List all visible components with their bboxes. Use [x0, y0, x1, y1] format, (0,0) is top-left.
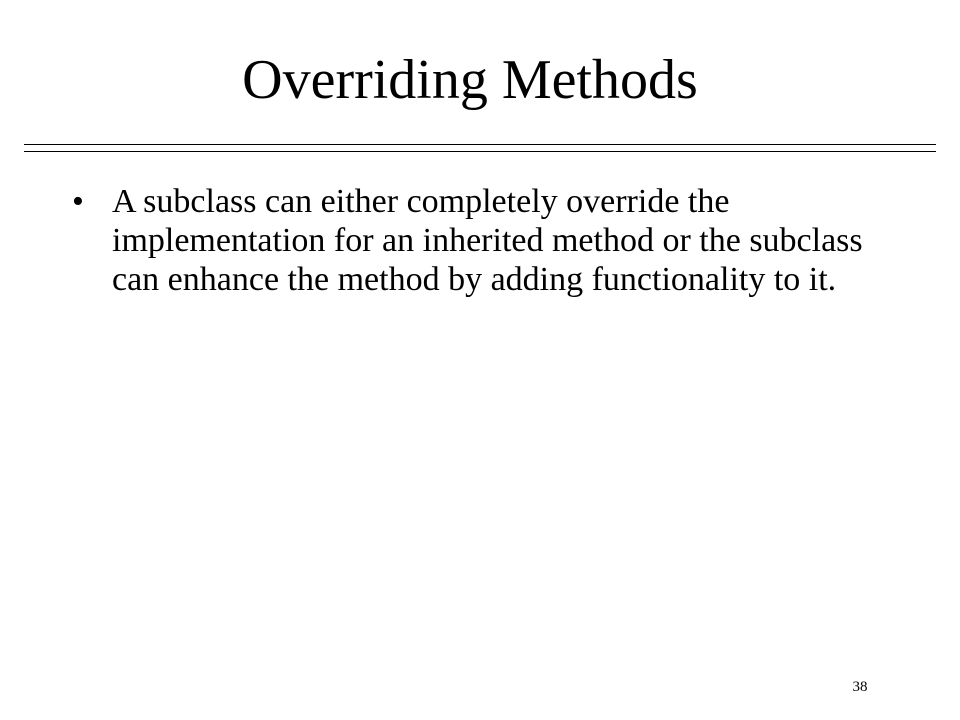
title-underline-top [24, 144, 936, 145]
title-underline-bottom [24, 151, 936, 152]
slide-title: Overriding Methods [242, 49, 698, 111]
bullet-marker: • [72, 183, 84, 220]
page-number: 38 [852, 679, 868, 695]
bullet-list [72, 182, 872, 299]
bullet-item [72, 182, 872, 299]
bullet-text: A subclass can either completely override the implementation for an inherited method or the subclass can enhance the method by adding functionality to it. [112, 183, 863, 298]
